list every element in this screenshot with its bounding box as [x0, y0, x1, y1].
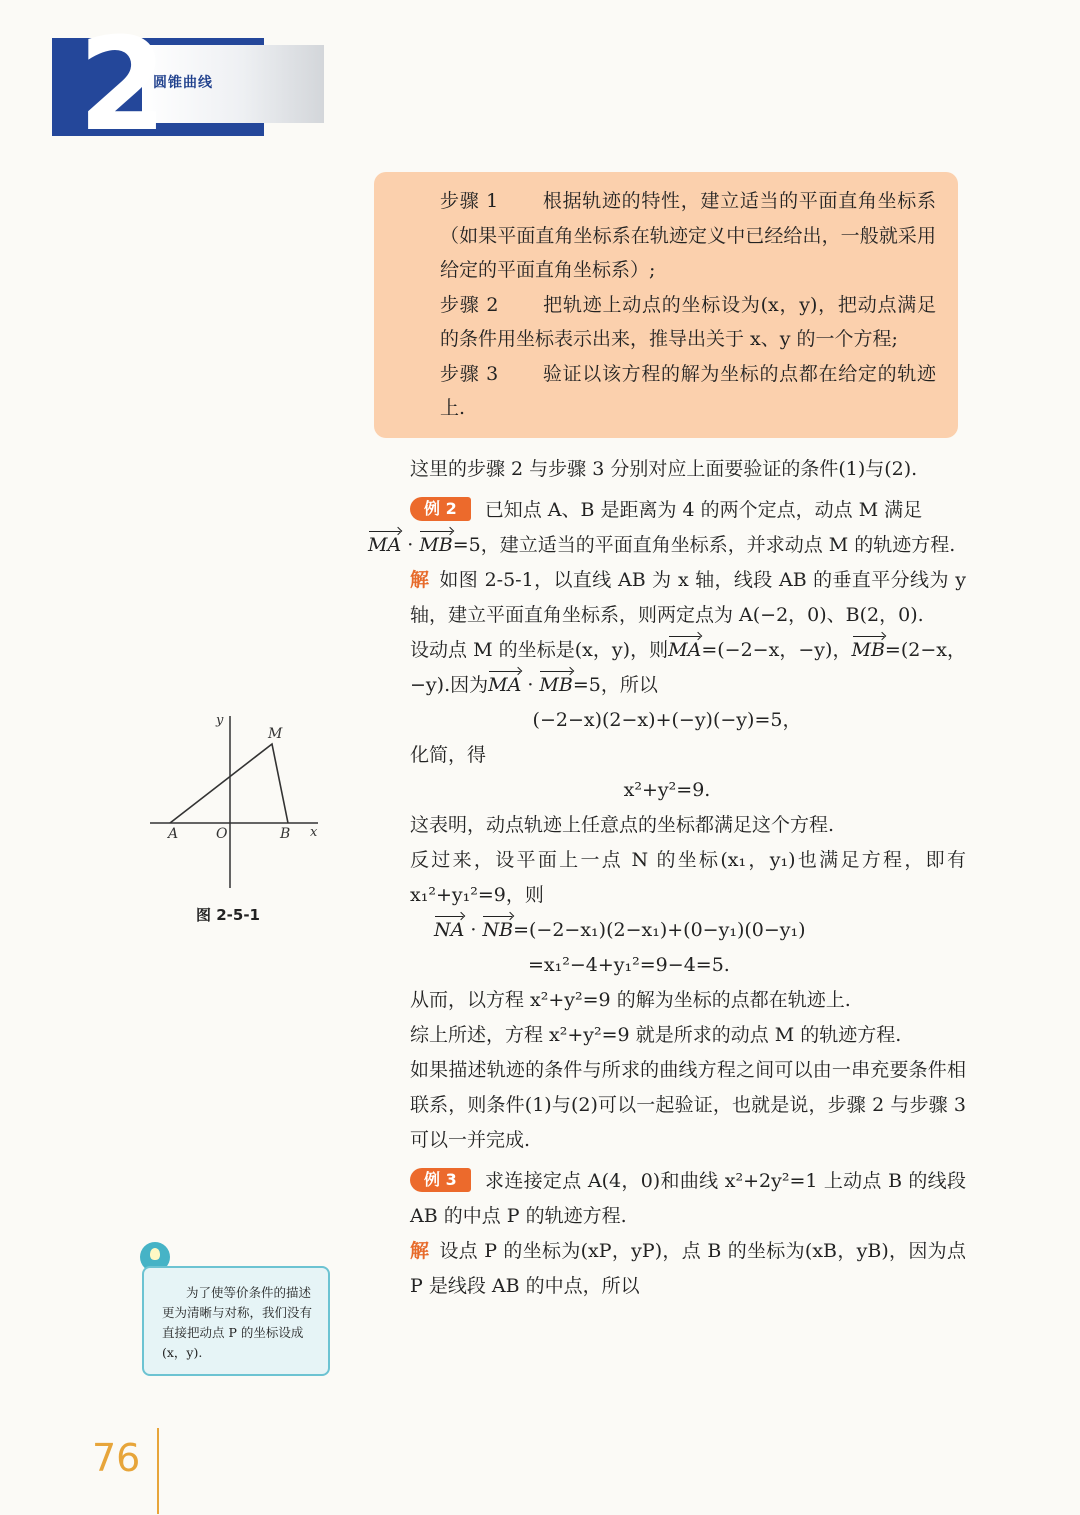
page-number: 76: [92, 1436, 141, 1480]
step-3-text: 验证以该方程的解为坐标的点都在给定的轨迹上.: [440, 362, 936, 419]
step-2: [398, 288, 936, 357]
figure-caption: 图 2-5-1: [196, 906, 260, 924]
equation-2: x²+y²=9.: [623, 779, 711, 801]
vector-mb: MB: [539, 668, 572, 703]
example-2-cont: MA · MB=5，建立适当的平面直角坐标系，并求动点 M 的轨迹方程.: [368, 528, 966, 563]
paragraph: 从而，以方程 x²+y²=9 的解为坐标的点都在轨迹上.: [410, 989, 851, 1011]
paragraph: 这里的步骤 2 与步骤 3 分别对应上面要验证的条件(1)与(2).: [410, 458, 918, 480]
equation-3: NA · NB=(−2−x₁)(2−x₁)+(0−y₁)(0−y₁): [368, 913, 966, 948]
vector-ma: MA: [668, 633, 701, 668]
equation-3-text: =(−2−x₁)(2−x₁)+(0−y₁)(0−y₁): [513, 919, 806, 941]
step-3-label: 步骤 3: [440, 362, 499, 385]
chapter-title: 圆锥曲线: [153, 75, 213, 91]
label-b: B: [280, 826, 291, 842]
solution-2: [368, 563, 966, 633]
paragraph-converse: 反过来，设平面上一点 N 的坐标(x₁，y₁)也满足方程，即有 x₁²+y₁²=9，则: [410, 849, 966, 906]
figure-2-5-1: [148, 708, 338, 888]
label-x: x: [310, 825, 318, 840]
solution-tag: 解: [410, 1240, 430, 1262]
page-divider: [157, 1428, 159, 1514]
example-3-tag: 例 3: [410, 1168, 471, 1192]
equation-4: =x₁²−4+y₁²=9−4=5.: [528, 954, 730, 976]
solution-2-step: 设动点 M 的坐标是(x，y)，则MA=(−2−x，−y)，MB=(2−x，−y).因为MA · MB=5，所以: [368, 633, 966, 703]
example-2-tail: =5，建立适当的平面直角坐标系，并求动点 M 的轨迹方程.: [452, 534, 956, 556]
step-1-text: 根据轨迹的特性，建立适当的平面直角坐标系（如果平面直角坐标系在轨迹定义中已经给出，一般就采用给定的平面直角坐标系）;: [440, 190, 936, 281]
vector-ma: MA: [368, 528, 401, 563]
paragraph: 综上所述，方程 x²+y²=9 就是所求的动点 M 的轨迹方程.: [410, 1024, 902, 1046]
solution-2-step-c: =: [884, 639, 901, 661]
label-m: M: [268, 726, 283, 742]
label-y: y: [216, 713, 224, 728]
paragraph-remark: 如果描述轨迹的条件与所求的曲线方程之间可以由一串充要条件相联系，则条件(1)与(2)可以一起验证，也就是说，步骤 2 与步骤 3 可以一并完成.: [410, 1059, 966, 1151]
triangle-amb: [170, 744, 288, 823]
step-1-label: 步骤 1: [440, 190, 499, 212]
example-3-text: 求连接定点 A(4，0)和曲线 x²+2y²=1 上动点 B 的线段 AB 的中点 P 的轨迹方程.: [410, 1170, 966, 1227]
solution-2-step-d: (2−x，−y).因为: [410, 639, 967, 696]
chapter-number: 2: [78, 11, 168, 160]
solution-3-text: 设点 P 的坐标为(xP，yP)，点 B 的坐标为(xB，yB)，因为点 P 是线段 AB 的中点，所以: [410, 1240, 966, 1297]
vector-na: NA: [434, 913, 464, 948]
vector-mb: MB: [852, 633, 885, 668]
step-2-label: 步骤 2: [440, 293, 499, 316]
tip-box: [142, 1266, 330, 1376]
tip-text: 为了使等价条件的描述更为清晰与对称，我们没有直接把动点 P 的坐标设成(x，y).: [162, 1285, 313, 1360]
vector-ma: MA: [488, 668, 521, 703]
vector-mb: MB: [419, 528, 452, 563]
example-2-tag: 例 2: [410, 497, 471, 521]
example-2: [368, 493, 966, 528]
step-2-text: 把轨迹上动点的坐标设为(x，y)，把动点满足的条件用坐标表示出来，推导出关于 x、y 的一个方程;: [440, 293, 936, 350]
solution-2-step-b: =(−2−x，−y)，: [701, 639, 852, 661]
solution-2-step-a: 设动点 M 的坐标是(x，y)，则: [410, 639, 669, 661]
example-2-text: 已知点 A、B 是距离为 4 的两个定点，动点 M 满足: [484, 499, 923, 521]
solution-2-text: 如图 2-5-1，以直线 AB 为 x 轴，线段 AB 的垂直平分线为 y 轴，建立平面直角坐标系，则两定点为 A(−2，0)、B(2，0).: [410, 569, 966, 626]
label-o: O: [216, 826, 228, 842]
equation-1: (−2−x)(2−x)+(−y)(−y)=5，: [532, 709, 802, 731]
step-1: [398, 184, 936, 288]
step-3: [398, 357, 936, 426]
solution-2-step-e: =5，所以: [572, 674, 658, 696]
label-a: A: [168, 826, 179, 842]
solution-tag: 解: [410, 569, 430, 591]
vector-nb: NB: [482, 913, 513, 948]
main-text: [368, 452, 966, 1304]
solution-3: [368, 1234, 966, 1304]
paragraph: 这表明，动点轨迹上任意点的坐标都满足这个方程.: [410, 814, 835, 836]
example-3: [368, 1164, 966, 1234]
simplify-text: 化简，得: [410, 744, 487, 766]
steps-box: [374, 172, 958, 438]
